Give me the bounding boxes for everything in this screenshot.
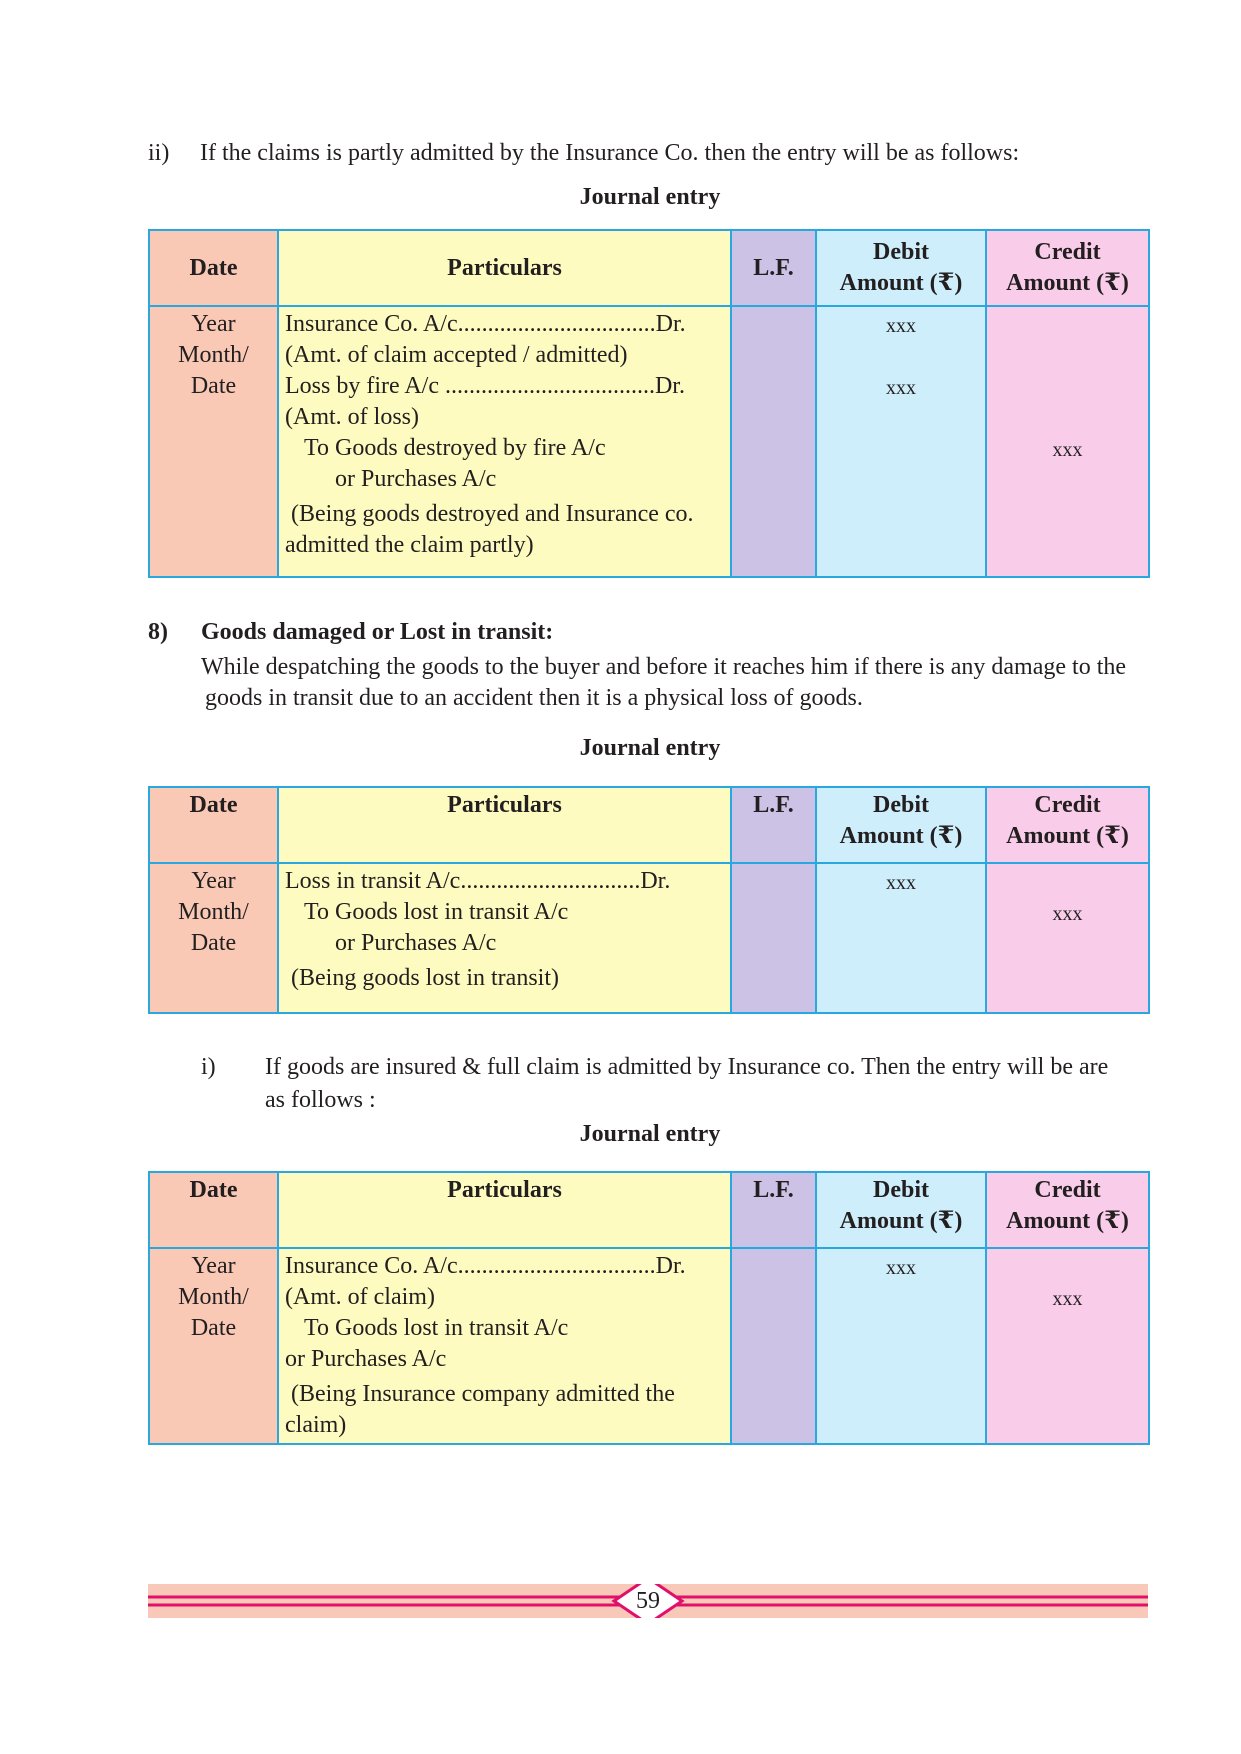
page-footer (148, 1584, 1148, 1618)
particular-line: or Purchases A/c (285, 1346, 447, 1372)
debit-amount: xxx (886, 872, 916, 894)
credit-amount: xxx (1052, 439, 1083, 461)
section-i-line1: If goods are insured & full claim is admitted by Insurance co. Then the entry will be are (265, 1054, 1109, 1080)
date-month: Month/ (178, 899, 249, 925)
particulars-cell (278, 863, 731, 1013)
credit-cell (986, 306, 1149, 577)
credit-amount: xxx (1052, 1288, 1083, 1310)
header-debit-line1: Debit (873, 792, 929, 818)
header-debit (816, 230, 986, 306)
journal-entry-heading-3: Journal entry (579, 1121, 721, 1147)
particular-line: (Being goods destroyed and Insurance co. (291, 501, 694, 527)
lf-cell (731, 1248, 816, 1444)
header-credit-line1: Credit (1034, 792, 1101, 818)
header-credit (986, 787, 1149, 863)
particular-line: (Being goods lost in transit) (291, 965, 559, 991)
header-date: Date (149, 1172, 278, 1248)
journal-entry-heading-1: Journal entry (579, 184, 721, 210)
section-ii-number: ii) (148, 140, 170, 166)
date-year: Year (191, 1253, 236, 1279)
header-credit-line2: Amount (₹) (1006, 823, 1129, 849)
particular-line: To Goods destroyed by fire A/c (304, 435, 606, 461)
header-debit (816, 787, 986, 863)
section-i-line2: as follows : (265, 1087, 376, 1113)
debit-cell (816, 1248, 986, 1444)
section-8-title: Goods damaged or Lost in transit: (201, 619, 554, 645)
particulars-cell (278, 306, 731, 577)
debit-cell (816, 863, 986, 1013)
lf-cell (731, 863, 816, 1013)
date-year: Year (191, 868, 236, 894)
debit-cell (816, 306, 986, 577)
journal-table-3 (148, 1171, 1150, 1445)
particular-line: (Being Insurance company admitted the (291, 1381, 675, 1407)
section-8-line2: goods in transit due to an accident then it is a physical loss of goods. (205, 685, 863, 711)
credit-cell (986, 863, 1149, 1013)
date-cell (149, 863, 278, 1013)
section-8-number: 8) (148, 619, 168, 645)
header-date: Date (149, 230, 278, 306)
particular-line: (Amt. of claim accepted / admitted) (285, 342, 628, 368)
header-credit-line1: Credit (1034, 239, 1101, 265)
header-credit-line2: Amount (₹) (1006, 270, 1129, 296)
section-i-number: i) (201, 1054, 216, 1080)
header-debit-line2: Amount (₹) (839, 823, 963, 849)
header-credit (986, 1172, 1149, 1248)
date-month: Month/ (178, 1284, 249, 1310)
header-debit-line2: Amount (₹) (839, 270, 963, 296)
particular-line: To Goods lost in transit A/c (304, 1315, 569, 1341)
date-month: Month/ (178, 342, 249, 368)
debit-amount: xxx (886, 377, 916, 399)
date-date: Date (190, 930, 237, 956)
header-date: Date (149, 787, 278, 863)
journal-entry-heading-2: Journal entry (579, 735, 721, 761)
header-debit (816, 1172, 986, 1248)
page-number: 59 (636, 1588, 660, 1614)
header-particulars: Particulars (278, 1172, 731, 1248)
journal-table-2 (148, 786, 1150, 1014)
header-debit-line1: Debit (873, 239, 929, 265)
particular-line: admitted the claim partly) (285, 532, 534, 558)
date-date: Date (190, 1315, 237, 1341)
header-lf: L.F. (731, 230, 816, 306)
date-date: Date (190, 373, 237, 399)
header-particulars: Particulars (278, 787, 731, 863)
particular-line: or Purchases A/c (335, 930, 497, 956)
particular-line: Loss by fire A/c ...................................Dr. (285, 373, 685, 399)
header-credit (986, 230, 1149, 306)
particular-line: Insurance Co. A/c.................................Dr. (285, 1253, 686, 1279)
section-ii-text: If the claims is partly admitted by the Insurance Co. then the entry will be as follows: (200, 140, 1020, 166)
debit-amount: xxx (886, 315, 916, 337)
header-particulars: Particulars (278, 230, 731, 306)
credit-cell (986, 1248, 1149, 1444)
particular-line: (Amt. of claim) (285, 1284, 435, 1310)
section-8-line1: While despatching the goods to the buyer and before it reaches him if there is any damage to the (201, 654, 1127, 680)
particular-line: or Purchases A/c (335, 466, 497, 492)
header-debit-line2: Amount (₹) (839, 1208, 963, 1234)
date-cell (149, 306, 278, 577)
particular-line: claim) (285, 1412, 347, 1438)
particular-line: Insurance Co. A/c.................................Dr. (285, 311, 686, 337)
header-debit-line1: Debit (873, 1177, 929, 1203)
date-cell (149, 1248, 278, 1444)
particular-line: To Goods lost in transit A/c (304, 899, 569, 925)
date-year: Year (191, 311, 236, 337)
header-lf: L.F. (731, 1172, 816, 1248)
header-lf: L.F. (731, 787, 816, 863)
credit-amount: xxx (1052, 903, 1083, 925)
header-credit-line2: Amount (₹) (1006, 1208, 1129, 1234)
particular-line: (Amt. of loss) (285, 404, 419, 430)
debit-amount: xxx (886, 1257, 916, 1279)
particular-line: Loss in transit A/c..............................Dr. (285, 868, 671, 894)
header-credit-line1: Credit (1034, 1177, 1101, 1203)
particulars-cell (278, 1248, 731, 1444)
lf-cell (731, 306, 816, 577)
journal-table-1 (148, 229, 1150, 578)
